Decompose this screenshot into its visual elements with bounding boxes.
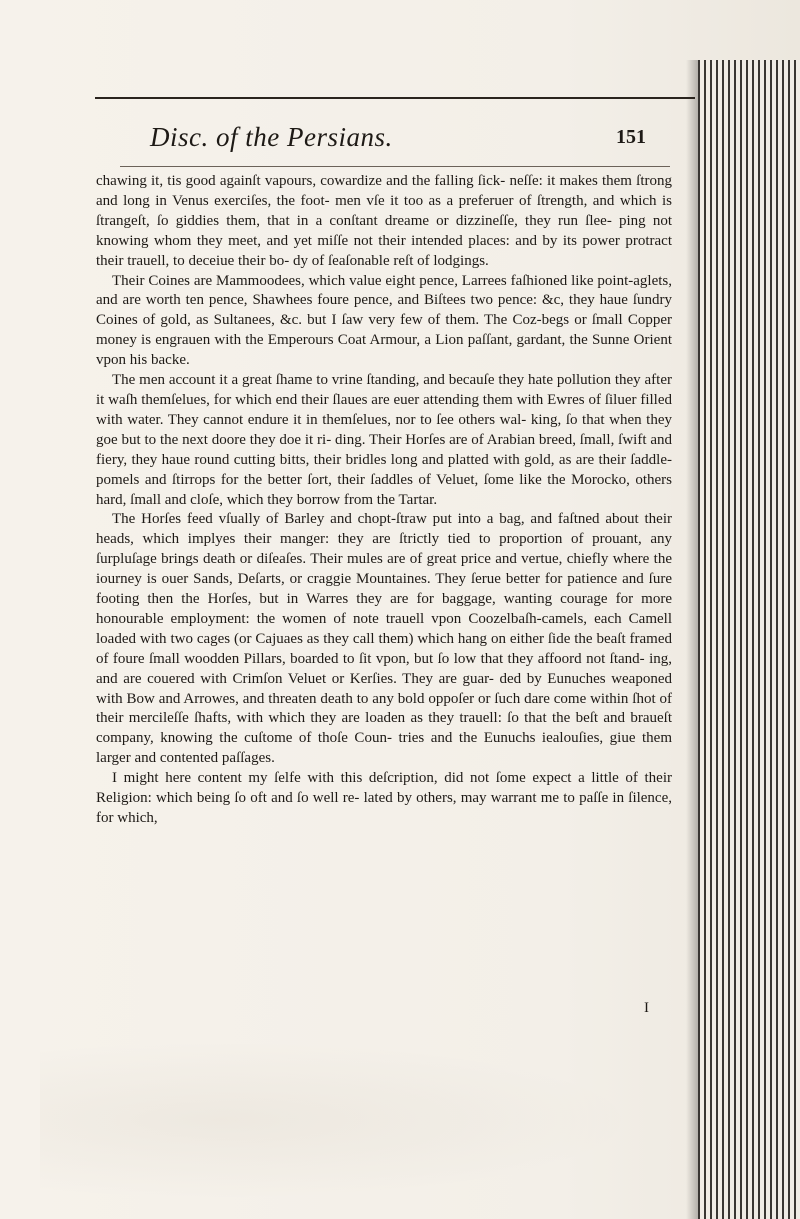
binding-edge [698,60,800,1219]
paragraph: The men account it a great ſhame to vrine ſtanding, and becauſe they hate pollution they after it waſh themſelues, for which end their ſlaues are euer attending them with Ewres of ſiluer filled with water. They cannot endure it in themſelues, nor to ſee others wal- king, ſo that when they goe but to the next doore they doe it ri- ding. Their Horſes are of Arabian breed, ſmall, ſwift and fiery, they haue round cutting bitts, their bridles long and platted with gold, as are their ſaddle-pomels and ſtirrops for the better ſort, their ſaddles of Veluet, ſome like the Morocko, others hard, ſmall and cloſe, which they borrow from the Tartar. [96,372,672,508]
body-text [96,172,672,829]
header-rule [120,166,670,167]
paper-stain [40,1040,640,1200]
binding-shadow [686,60,698,1219]
paragraph: I might here content my ſelfe with this deſcription, did not ſome expect a little of their Religion: which being ſo oft and ſo well re- lated by others, may warrant me to paſſe in ſilence, for which, [96,770,672,826]
page-header [0,122,800,162]
paragraph: Their Coines are Mammoodees, which value eight pence, Larrees faſhioned like point-aglets, and are worth ten pence, Shawhees foure pence, and Biſtees two pence: &c, they haue ſundry Coines of gold, as Sultanees, &c. but I ſaw very few of them. The Coz-begs or ſmall Copper money is engrauen with the Emperours Coat Armour, a Lion paſſant, gardant, the Sunne Orient vpon his backe. [96,272,672,369]
catchword: I [644,1000,649,1016]
top-rule [95,97,695,99]
page-number: 151 [616,126,646,148]
running-head: Disc. of the Persians. [150,122,393,152]
paragraph: The Horſes feed vſually of Barley and chopt-ſtraw put into a bag, and faſtned about their heads, which implyes their manger: they are ſtrictly tied to proportion of prouant, any ſurpluſage brings death or diſeaſes. Their mules are of great price and vertue, chiefly where the iourney is ouer Sands, Deſarts, or craggie Mountaines. They ſerue better for patience and ſure footing then the Horſes, but in Warres they are for baggage, wanting courage for more honourable employment: the women of note trauell vpon Coozelbaſh-camels, each Camell loaded with two cages (or Cajuaes as they call them) which hang on either ſide the beaſt framed of foure ſmall woodden Pillars, boarded to ſit vpon, but ſo low that they affoord not ſtand- ing, and are couered with Crimſon Veluet or Kerſies. They are guar- ded by Eunuches weaponed with Bow and Arrowes, and threaten death to any bold oppoſer or ſuch dare come within ſhot of their mercileſſe ſhafts, with which they are loaden as they trauell: ſo that the beſt and braueſt company, knowing the cuſtome of thoſe Coun- tries and the Eunuchs iealouſies, giue them larger and contented paſſages. [96,511,672,767]
paragraph: chawing it, tis good againſt vapours, cowardize and the falling ſick- neſſe: it makes them ſtrong and long in Venus exerciſes, the foot- men vſe it too as a preferuer of ſtrength, and which is ſtrangeſt, ſo giddies them, that in a conſtant dreame or dizzineſſe, they run ſlee- ping not knowing whom they meet, and yet miſſe not their intended places: and by its power protract their trauell, to deceiue their bo- dy of ſeaſonable reſt of lodgings. [96,173,672,269]
